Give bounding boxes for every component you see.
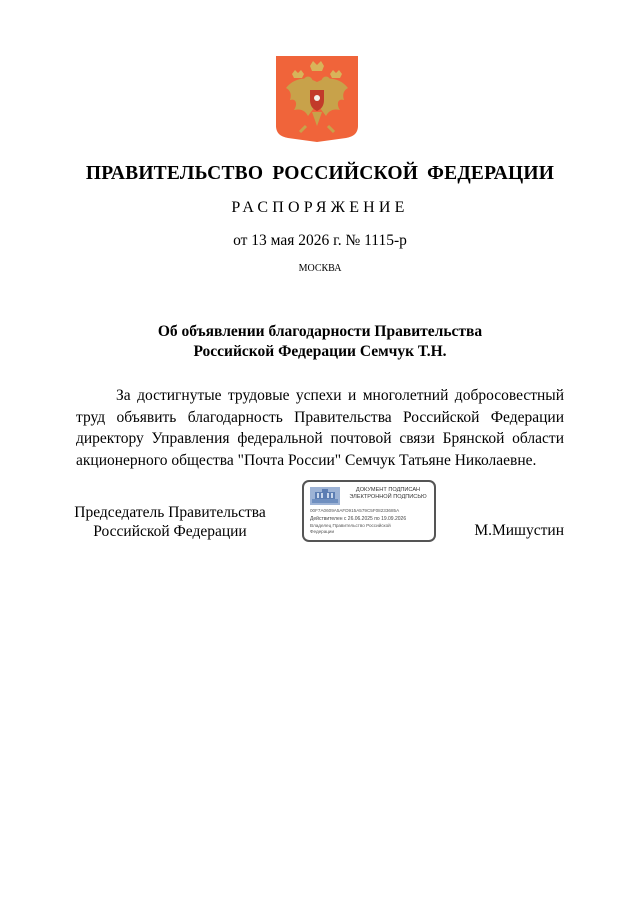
government-building-icon: [310, 487, 340, 505]
document-type: РАСПОРЯЖЕНИЕ: [231, 199, 409, 216]
stamp-owner-line-2: Федерации: [310, 528, 335, 534]
signatory-position-line-1: Председатель Правительства: [74, 504, 266, 521]
electronic-signature-stamp: [302, 480, 436, 542]
stamp-owner: [310, 523, 430, 535]
stamp-heading-line-2: ЭЛЕКТРОННОЙ ПОДПИСЬЮ: [349, 494, 427, 500]
coat-of-arms-emblem-icon: [276, 56, 358, 142]
document-city: МОСКВА: [298, 263, 342, 274]
stamp-validity-period: Действителен с 26.06.2025 по 19.09.2026: [310, 516, 407, 522]
stamp-heading-line-1: ДОКУМЕНТ ПОДПИСАН: [355, 487, 421, 493]
government-title: ПРАВИТЕЛЬСТВО РОССИЙСКОЙ ФЕДЕРАЦИИ: [85, 163, 555, 184]
document-date-number: от 13 мая 2026 г. № 1115-р: [233, 232, 407, 249]
document-heading-line-1: Об объявлении благодарности Правительства: [157, 323, 483, 340]
document-heading: [0, 322, 640, 362]
signatory-position-line-2: Российской Федерации: [93, 523, 247, 540]
stamp-heading: [342, 487, 434, 501]
stamp-certificate-number: 00F7A0609A5AFD915A579C5F08233685A: [310, 508, 400, 513]
signatory-position: [70, 503, 270, 541]
stamp-owner-line-1: Владелец Правительство Российской: [310, 523, 391, 528]
document-heading-line-2: Российской Федерации Семчук Т.Н.: [193, 343, 447, 360]
document-body-text: За достигнутые трудовые успехи и многолетний добросовестный труд объявить благодарность Правительства Российской Федерации директору Управления федеральной почтовой связи Брянской области акционерного общества "Почта России" Семчук Татьяне Николаевне.: [76, 387, 564, 469]
signatory-name: М.Мишустин: [474, 522, 564, 539]
